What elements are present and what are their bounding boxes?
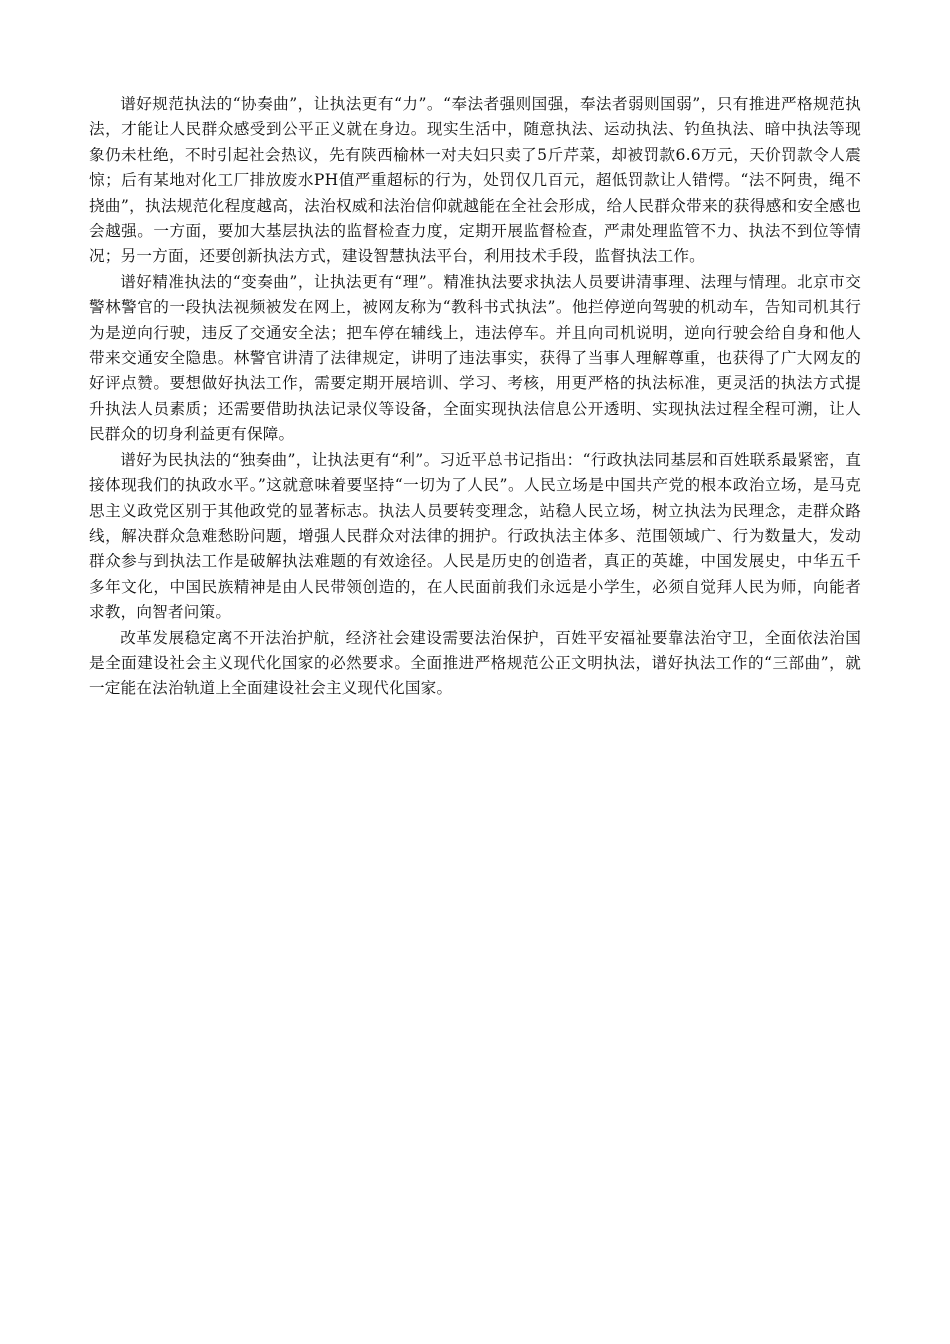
paragraph-precise-enforcement: 谱好精准执法的“变奏曲”，让执法更有“理”。精准执法要求执法人员要讲清事理、法理与情理。北京市交警林警官的一段执法视频被发在网上，被网友称为“教科书式执法”。他拦停逆向驾驶的机动车，告知司机其行为是逆向行驶，违反了交通安全法；把车停在辅线上，违法停车。并且向司机说明，逆向行驶会给自身和他人带来交通安全隐患。林警官讲清了法律规定，讲明了违法事实，获得了当事人理解尊重，也获得了广大网友的好评点赞。要想做好执法工作，需要定期开展培训、学习、考核，用更严格的执法标准，更灵活的执法方式提升执法人员素质；还需要借助执法记录仪等设备，全面实现执法信息公开透明、实现执法过程全程可溯，让人民群众的切身利益更有保障。 [89,272,861,444]
article-body [89,92,861,702]
paragraph-standardized-enforcement: 谱好规范执法的“协奏曲”，让执法更有“力”。“奉法者强则国强，奉法者弱则国弱”，只有推进严格规范执法，才能让人民群众感受到公平正义就在身边。现实生活中，随意执法、运动执法、钓鱼执法、暗中执法等现象仍未杜绝，不时引起社会热议，先有陕西榆林一对夫妇只卖了5斤芹菜，却被罚款6.6万元，天价罚款令人震惊；后有某地对化工厂排放废水PH值严重超标的行为，处罚仅几百元，超低罚款让人错愕。“法不阿贵，绳不挠曲”，执法规范化程度越高，法治权威和法治信仰就越能在全社会形成，给人民群众带来的获得感和安全感也会越强。一方面，要加大基层执法的监督检查力度，定期开展监督检查，严肃处理监管不力、执法不到位等情况；另一方面，还要创新执法方式，建设智慧执法平台，利用技术手段，监督执法工作。 [89,95,861,266]
paragraph-conclusion: 改革发展稳定离不开法治护航，经济社会建设需要法治保护，百姓平安福祉要靠法治守卫，全面依法治国是全面建设社会主义现代化国家的必然要求。全面推进严格规范公正文明执法，谱好执法工作的“三部曲”，就一定能在法治轨道上全面建设社会主义现代化国家。 [89,628,861,698]
paragraph-people-oriented-enforcement: 谱好为民执法的“独奏曲”，让执法更有“利”。习近平总书记指出：“行政执法同基层和百姓联系最紧密，直接体现我们的执政水平。”这就意味着要坚持“一切为了人民”。人民立场是中国共产党的根本政治立场，是马克思主义政党区别于其他政党的显著标志。执法人员要转变理念，站稳人民立场，树立执法为民理念，走群众路线，解决群众急难愁盼问题，增强人民群众对法律的拥护。行政执法主体多、范围领域广、行为数量大，发动群众参与到执法工作是破解执法难题的有效途径。人民是历史的创造者，真正的英雄，中国发展史，中华五千多年文化，中国民族精神是由人民带领创造的，在人民面前我们永远是小学生，必须自觉拜人民为师，向能者求教，向智者问策。 [89,450,861,622]
